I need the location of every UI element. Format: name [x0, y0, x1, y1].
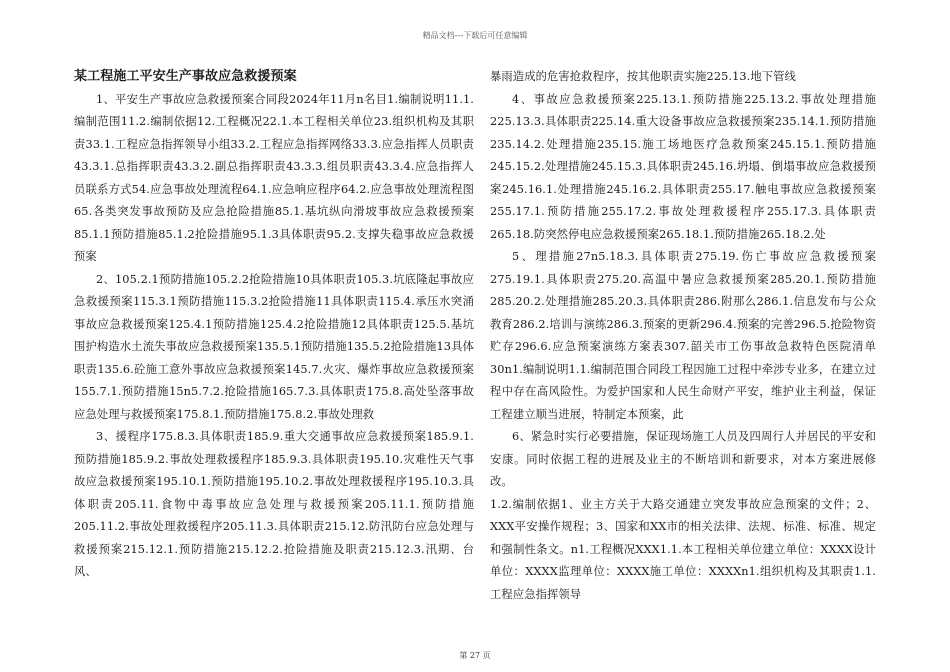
- document-title: 某工程施工平安生产事故应急救援预案: [74, 69, 297, 84]
- paragraph-3: 3、援程序175.8.3.具体职责185.9.重大交通事故应急救援预案185.9.1.预防措施185.9.2.事故处理救援程序185.9.3.具体职责195.10.灾难性天气事故应急救援预案195.10.1.预防措施195.10.2.事故处理救援程序195.10.3.具体职责205.11.食物中毒事故应急处理与救援预案205.11.1.预防措施205.11.2.事故处理救援程序205.11.3.具体职责215.12.防汛防台应急处理与救援预案215.12.1.预防措施215.12.2.抢险措施及职责215.12.3.汛期、台风、: [74, 430, 474, 578]
- page-header: 精品文档---下载后可任意编辑: [422, 31, 528, 40]
- paragraph-6: 6、紧急时实行必要措施，保证现场施工人员及四周行人并居民的平安和安康。同时依据工程的进展及业主的不断培训和新要求，对本方案进展修改。: [490, 430, 876, 488]
- paragraph-continued: 暴雨造成的危害抢救程序，按其他职责实施225.13.地下管线: [490, 70, 796, 83]
- paragraph-7: 1.2.编制依据1、业主方关于大路交通建立突发事故应急预案的文件；2、XXX平安操作规程；3、国家和XX市的相关法律、法规、标准、标准、规定和强制性条文。n1.工程概况XXX1.1.本工程相关单位建立单位：XXXX设计单位：XXXX监理单位：XXXX施工单位：XXXXn1.组织机构及其职责1.1.工程应急指挥领导: [490, 497, 876, 601]
- right-column: [490, 66, 876, 606]
- paragraph-5: 5、理措施27n5.18.3.具体职责275.19.伤亡事故应急救援预案275.19.1.具体职责275.20.高温中暑应急救援预案285.20.1.预防措施285.20.2.处理措施285.20.3.具体职责286.附那么286.1.信息发布与公众教育286.2.培训与演练286.3.预案的更新296.4.预案的完善296.5.抢险物资贮存296.6.应急预案演练方案表307.韶关市工伤事故急救特色医院清单30n1.编制说明1.1.编制范围合同段工程因施工过程中牵涉专业多，在建立过程中存在高风险性。为爱护国家和人民生命财产平安，维护业主利益，保证工程建立顺当进展，特制定本预案，此: [490, 250, 876, 421]
- left-column: [74, 66, 474, 584]
- paragraph-1: 1、平安生产事故应急救援预案合同段2024年11月n名目1.编制说明11.1.编制范围11.2.编制依据12.工程概况22.1.本工程相关单位23.组织机构及其职责33.1.工程应急指挥领导小组33.2.工程应急指挥网络33.3.应急指挥人员职责43.3.1.总指挥职责43.3.2.副总指挥职责43.3.3.组员职责43.3.4.应急指挥人员联系方式54.应急事故处理流程64.1.应急响应程序64.2.应急事故处理流程图65.各类突发事故预防及应急抢险措施85.1.基坑纵向滑坡事故应急救援预案85.1.1预防措施85.1.2抢险措施95.1.3具体职责95.2.支撑失稳事故应急救援预案: [74, 92, 474, 263]
- page-number: 第 27 页: [459, 651, 491, 660]
- paragraph-4: 4、事故应急救援预案225.13.1.预防措施225.13.2.事故处理措施225.13.3.具体职责225.14.重大设备事故应急救援预案235.14.1.预防措施235.14.2.处理措施235.15.施工场地医疗急救预案245.15.1.预防措施245.15.2.处理措施245.15.3.具体职责245.16.坍塌、倒塌事故应急救援预案245.16.1.处理措施245.16.2.具体职责255.17.触电事故应急救援预案255.17.1.预防措施255.17.2.事故处理救援程序255.17.3.具体职责265.18.防突然停电应急救援预案265.18.1.预防措施265.18.2.处: [490, 92, 876, 241]
- paragraph-2: 2、105.2.1预防措施105.2.2抢险措施10具体职责105.3.坑底隆起事故应急救援预案115.3.1预防措施115.3.2抢险措施11具体职责115.4.承压水突涌事故应急救援预案125.4.1预防措施125.4.2抢险措施12具体职责125.5.基坑围护构造水土流失事故应急救援预案135.5.1预防措施135.5.2抢险措施13具体职责135.6.砼施工意外事故应急救援预案145.7.火灾、爆炸事故应急救援预案155.7.1.预防措施15n5.7.2.抢险措施165.7.3.具体职责175.8.高处坠落事故应急处理与救援预案175.8.1.预防措施175.8.2.事故处理救: [74, 272, 474, 421]
